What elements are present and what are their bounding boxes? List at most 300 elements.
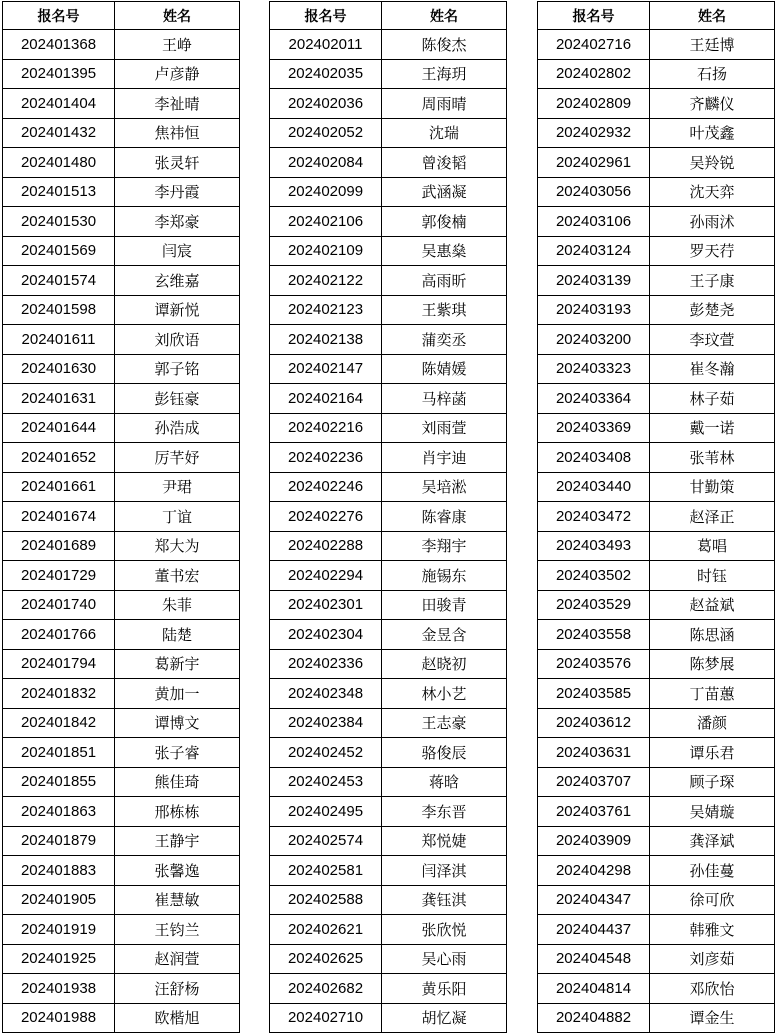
table-row [3,797,240,827]
table-row [270,797,507,827]
table-row [3,561,240,591]
table-row [538,944,775,974]
name-cell: 厉芊妤 [115,443,240,473]
registration-number-cell: 202404548 [538,944,650,974]
table-row [3,679,240,709]
applicant-table-3 [537,1,775,1033]
table-row [538,266,775,296]
table-row [3,443,240,473]
table-row [3,826,240,856]
name-cell: 马梓菡 [382,384,507,414]
name-cell: 丁苗蕙 [650,679,775,709]
registration-number-cell: 202401740 [3,590,115,620]
table-row [538,207,775,237]
table-row [3,649,240,679]
name-cell: 葛新宇 [115,649,240,679]
name-cell: 吴心雨 [382,944,507,974]
registration-number-cell: 202403056 [538,177,650,207]
name-cell: 吴培淞 [382,472,507,502]
table-row [270,767,507,797]
table-row [3,384,240,414]
name-cell: 林子茹 [650,384,775,414]
table-row [270,974,507,1004]
name-cell: 田骏青 [382,590,507,620]
name-cell: 张子睿 [115,738,240,768]
name-cell: 郑悦婕 [382,826,507,856]
table-row [3,915,240,945]
table-row [3,472,240,502]
table-row [3,59,240,89]
registration-number-cell: 202401851 [3,738,115,768]
table-body [3,30,240,1033]
registration-number-cell: 202404814 [538,974,650,1004]
name-cell: 陈俊杰 [382,30,507,60]
table-row [3,118,240,148]
registration-number-cell: 202404882 [538,1003,650,1033]
table-row [538,354,775,384]
registration-number-cell: 202402453 [270,767,382,797]
table-row [270,295,507,325]
table-row [270,590,507,620]
name-cell: 崔慧敏 [115,885,240,915]
name-cell: 董书宏 [115,561,240,591]
table-row [538,236,775,266]
table-row [270,148,507,178]
name-cell: 汪舒杨 [115,974,240,1004]
registration-number-cell: 202401729 [3,561,115,591]
table-row [3,944,240,974]
name-cell: 武涵凝 [382,177,507,207]
registration-number-cell: 202402495 [270,797,382,827]
registration-number-cell: 202403493 [538,531,650,561]
table-row [538,649,775,679]
registration-number-cell: 202402710 [270,1003,382,1033]
registration-number-cell: 202402216 [270,413,382,443]
registration-number-cell: 202401925 [3,944,115,974]
name-cell: 赵润萱 [115,944,240,974]
table-row [538,590,775,620]
registration-number-cell: 202401919 [3,915,115,945]
registration-number-cell: 202403369 [538,413,650,443]
table-row [270,354,507,384]
name-cell: 谭乐君 [650,738,775,768]
table-row [3,30,240,60]
header-name: 姓名 [382,2,507,30]
registration-number-cell: 202402304 [270,620,382,650]
registration-number-cell: 202401480 [3,148,115,178]
table-row [270,915,507,945]
table-row [270,118,507,148]
name-cell: 彭钰豪 [115,384,240,414]
registration-number-cell: 202403106 [538,207,650,237]
registration-number-cell: 202402109 [270,236,382,266]
registration-number-cell: 202404298 [538,856,650,886]
name-cell: 王峥 [115,30,240,60]
name-cell: 崔冬瀚 [650,354,775,384]
table-body [538,30,775,1033]
registration-number-cell: 202403707 [538,767,650,797]
registration-number-cell: 202401883 [3,856,115,886]
name-cell: 顾子琛 [650,767,775,797]
registration-number-cell: 202402246 [270,472,382,502]
table-row [3,502,240,532]
registration-number-cell: 202401879 [3,826,115,856]
name-cell: 时钰 [650,561,775,591]
name-cell: 王紫琪 [382,295,507,325]
registration-number-cell: 202401631 [3,384,115,414]
registration-number-cell: 202402574 [270,826,382,856]
registration-number-cell: 202402236 [270,443,382,473]
table-row [270,384,507,414]
table-row [270,944,507,974]
registration-number-cell: 202402122 [270,266,382,296]
name-cell: 欧楷旭 [115,1003,240,1033]
name-cell: 朱菲 [115,590,240,620]
registration-number-cell: 202403761 [538,797,650,827]
name-cell: 熊佳琦 [115,767,240,797]
table-body [270,30,507,1033]
header-registration-number: 报名号 [270,2,382,30]
table-row [538,826,775,856]
name-cell: 郭子铭 [115,354,240,384]
table-row [3,207,240,237]
registration-number-cell: 202403585 [538,679,650,709]
name-cell: 黄加一 [115,679,240,709]
name-cell: 高雨昕 [382,266,507,296]
name-cell: 葛唱 [650,531,775,561]
name-cell: 邓欣怡 [650,974,775,1004]
table-row [3,885,240,915]
table-row [538,885,775,915]
registration-number-cell: 202403502 [538,561,650,591]
name-cell: 潘颜 [650,708,775,738]
registration-number-cell: 202401574 [3,266,115,296]
name-cell: 吴羚锐 [650,148,775,178]
table-row [3,295,240,325]
table-row [538,679,775,709]
registration-number-cell: 202403124 [538,236,650,266]
name-cell: 邢栋栋 [115,797,240,827]
name-cell: 韩雅文 [650,915,775,945]
name-cell: 胡忆凝 [382,1003,507,1033]
table-row [270,620,507,650]
table-row [270,89,507,119]
name-cell: 谭博文 [115,708,240,738]
registration-number-cell: 202401368 [3,30,115,60]
registration-number-cell: 202402682 [270,974,382,1004]
name-cell: 沈瑞 [382,118,507,148]
name-cell: 肖宇迪 [382,443,507,473]
table-row [3,856,240,886]
name-cell: 王志豪 [382,708,507,738]
registration-number-cell: 202403612 [538,708,650,738]
name-cell: 焦祎恒 [115,118,240,148]
registration-number-cell: 202402581 [270,856,382,886]
table-row [538,177,775,207]
header-name: 姓名 [115,2,240,30]
registration-number-cell: 202401674 [3,502,115,532]
header-row [538,2,775,30]
name-cell: 谭金生 [650,1003,775,1033]
registration-number-cell: 202401988 [3,1003,115,1033]
name-cell: 刘雨萱 [382,413,507,443]
registration-number-cell: 202403323 [538,354,650,384]
name-cell: 李翔宇 [382,531,507,561]
registration-number-cell: 202401630 [3,354,115,384]
table-row [538,708,775,738]
name-cell: 戴一诺 [650,413,775,443]
table-row [538,384,775,414]
name-cell: 赵泽正 [650,502,775,532]
name-cell: 徐可欣 [650,885,775,915]
registration-number-cell: 202402294 [270,561,382,591]
name-cell: 闫宸 [115,236,240,266]
name-cell: 李祉晴 [115,89,240,119]
name-cell: 陆楚 [115,620,240,650]
registration-number-cell: 202401598 [3,295,115,325]
table-row [3,620,240,650]
name-cell: 玄维嘉 [115,266,240,296]
registration-number-cell: 202401404 [3,89,115,119]
table-row [538,472,775,502]
name-cell: 尹珺 [115,472,240,502]
registration-number-cell: 202401794 [3,649,115,679]
registration-number-cell: 202402052 [270,118,382,148]
applicant-table-1 [2,1,240,1033]
registration-number-cell: 202402961 [538,148,650,178]
table-row [3,413,240,443]
registration-number-cell: 202403472 [538,502,650,532]
table-row [538,59,775,89]
table-row [3,148,240,178]
registration-number-cell: 202402164 [270,384,382,414]
name-cell: 吴惠燊 [382,236,507,266]
header-registration-number: 报名号 [3,2,115,30]
name-cell: 赵晓初 [382,649,507,679]
header-row [270,2,507,30]
name-cell: 罗天荇 [650,236,775,266]
registration-number-cell: 202402106 [270,207,382,237]
registration-number-cell: 202403558 [538,620,650,650]
table-row [270,738,507,768]
registration-number-cell: 202403364 [538,384,650,414]
registration-number-cell: 202403139 [538,266,650,296]
name-cell: 卢彦静 [115,59,240,89]
table-row [538,148,775,178]
table-row [538,856,775,886]
name-cell: 孙浩成 [115,413,240,443]
table-row [270,1003,507,1033]
header-name: 姓名 [650,2,775,30]
name-cell: 陈睿康 [382,502,507,532]
registration-number-cell: 202401611 [3,325,115,355]
name-cell: 沈天弈 [650,177,775,207]
name-cell: 吴婧璇 [650,797,775,827]
registration-number-cell: 202403529 [538,590,650,620]
table-row [538,118,775,148]
registration-number-cell: 202401530 [3,207,115,237]
table-row [538,443,775,473]
name-cell: 黄乐阳 [382,974,507,1004]
name-cell: 蒲奕丞 [382,325,507,355]
table-row [3,266,240,296]
registration-number-cell: 202403408 [538,443,650,473]
registration-number-cell: 202403200 [538,325,650,355]
name-cell: 金昱含 [382,620,507,650]
registration-number-cell: 202401513 [3,177,115,207]
registration-number-cell: 202402138 [270,325,382,355]
name-cell: 林小艺 [382,679,507,709]
table-row [538,502,775,532]
name-cell: 周雨晴 [382,89,507,119]
name-cell: 孙佳蔓 [650,856,775,886]
registration-number-cell: 202402384 [270,708,382,738]
registration-number-cell: 202401905 [3,885,115,915]
table-row [3,531,240,561]
name-cell: 蒋晗 [382,767,507,797]
registration-number-cell: 202402348 [270,679,382,709]
registration-number-cell: 202401832 [3,679,115,709]
registration-number-cell: 202403440 [538,472,650,502]
registration-number-cell: 202404347 [538,885,650,915]
name-cell: 张欣悦 [382,915,507,945]
name-cell: 施锡东 [382,561,507,591]
name-cell: 丁谊 [115,502,240,532]
table-row [270,236,507,266]
table-row [270,59,507,89]
registration-number-cell: 202402011 [270,30,382,60]
registration-number-cell: 202402621 [270,915,382,945]
registration-number-cell: 202401842 [3,708,115,738]
registration-number-cell: 202402716 [538,30,650,60]
table-row [270,177,507,207]
registration-number-cell: 202401644 [3,413,115,443]
registration-number-cell: 202402336 [270,649,382,679]
table-row [3,767,240,797]
table-row [3,354,240,384]
table-row [270,856,507,886]
name-cell: 李丹霞 [115,177,240,207]
name-cell: 孙雨沭 [650,207,775,237]
table-row [538,797,775,827]
table-row [3,236,240,266]
registration-number-cell: 202402147 [270,354,382,384]
name-cell: 陈思涵 [650,620,775,650]
registration-number-cell: 202402809 [538,89,650,119]
table-row [270,413,507,443]
name-cell: 郑大为 [115,531,240,561]
table-row [3,590,240,620]
name-cell: 陈婧媛 [382,354,507,384]
table-row [538,295,775,325]
name-cell: 王钧兰 [115,915,240,945]
table-row [270,708,507,738]
table-row [538,325,775,355]
table-row [538,620,775,650]
table-row [270,885,507,915]
name-cell: 郭俊楠 [382,207,507,237]
table-row [538,1003,775,1033]
registration-number-cell: 202402288 [270,531,382,561]
name-cell: 张馨逸 [115,856,240,886]
name-cell: 李东晋 [382,797,507,827]
registration-number-cell: 202403576 [538,649,650,679]
table-row [270,502,507,532]
table-row [270,561,507,591]
registration-number-cell: 202401395 [3,59,115,89]
table-row [3,1003,240,1033]
table-row [270,30,507,60]
registration-number-cell: 202401432 [3,118,115,148]
registration-number-cell: 202401855 [3,767,115,797]
registration-number-cell: 202402036 [270,89,382,119]
table-row [538,915,775,945]
table-row [270,325,507,355]
name-cell: 张灵轩 [115,148,240,178]
registration-number-cell: 202402301 [270,590,382,620]
registration-number-cell: 202402084 [270,148,382,178]
table-row [538,767,775,797]
table-row [270,472,507,502]
registration-number-cell: 202403193 [538,295,650,325]
name-cell: 龚钰淇 [382,885,507,915]
table-row [538,413,775,443]
name-cell: 甘勤策 [650,472,775,502]
registration-number-cell: 202402123 [270,295,382,325]
name-cell: 王子康 [650,266,775,296]
table-row [270,443,507,473]
registration-number-cell: 202402802 [538,59,650,89]
name-cell: 叶茂鑫 [650,118,775,148]
name-cell: 王海玥 [382,59,507,89]
name-cell: 李郑豪 [115,207,240,237]
name-cell: 赵益斌 [650,590,775,620]
registration-number-cell: 202402625 [270,944,382,974]
name-cell: 龚泽斌 [650,826,775,856]
registration-number-cell: 202401652 [3,443,115,473]
name-cell: 骆俊辰 [382,738,507,768]
table-row [270,826,507,856]
registration-number-cell: 202401938 [3,974,115,1004]
registration-number-cell: 202401766 [3,620,115,650]
name-cell: 彭楚尧 [650,295,775,325]
table-row [270,207,507,237]
registration-number-cell: 202401661 [3,472,115,502]
table-row [538,30,775,60]
registration-number-cell: 202402932 [538,118,650,148]
table-row [538,561,775,591]
name-cell: 齐麟仪 [650,89,775,119]
name-cell: 刘彦茹 [650,944,775,974]
registration-number-cell: 202401863 [3,797,115,827]
name-cell: 谭新悦 [115,295,240,325]
registration-number-cell: 202402035 [270,59,382,89]
name-cell: 闫泽淇 [382,856,507,886]
table-row [270,266,507,296]
table-row [538,738,775,768]
registration-number-cell: 202403631 [538,738,650,768]
header-registration-number: 报名号 [538,2,650,30]
registration-number-cell: 202402276 [270,502,382,532]
registration-number-cell: 202401569 [3,236,115,266]
registration-number-cell: 202404437 [538,915,650,945]
name-cell: 李玟萱 [650,325,775,355]
registration-number-cell: 202401689 [3,531,115,561]
table-row [3,89,240,119]
table-row [270,531,507,561]
table-row [3,974,240,1004]
registration-number-cell: 202402099 [270,177,382,207]
